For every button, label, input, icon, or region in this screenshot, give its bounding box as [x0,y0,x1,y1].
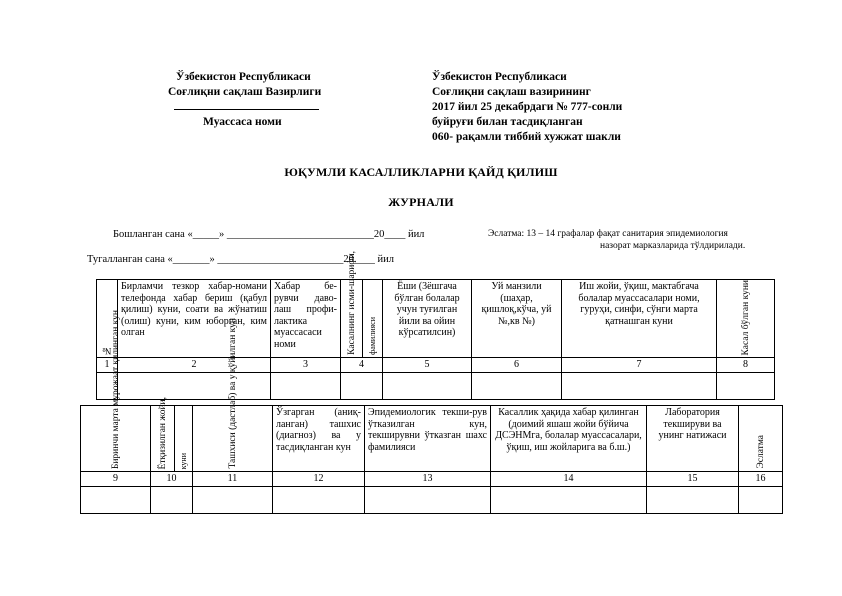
table1-colnum-7: 7 [562,358,717,373]
table1-colnum-3: 3 [271,358,341,373]
note-line-2: назорат марказларида тўлдирилади. [600,241,746,251]
table2-colnum-13: 13 [365,472,491,487]
table2-colnum-15: 15 [647,472,739,487]
table2-colnum-10: 10 [151,472,193,487]
table1-colnum-8: 8 [717,358,775,373]
table2-colnum-14: 14 [491,472,647,487]
table2-cell[interactable] [365,486,491,513]
header-left-country: Ўзбекистон Республикаси [176,71,311,83]
table1-cell[interactable] [271,372,341,399]
document-subtitle: ЖУРНАЛИ [388,195,454,209]
table1-header-patient-name: Касалнинг исми-шарифи, [341,280,363,358]
table2-header-notification: Касаллик ҳақида хабар қилинган (доимий яшаш жойи бўйича ДСЭНМга, болалар муассасалари, ўқиш, иш жойларига ва б.ш.) [491,406,647,472]
table1-header-patient-surname: фамилияси [363,280,383,358]
table1-cell[interactable] [717,372,775,399]
institution-label: Муассаса номи [203,116,282,128]
table1-colnum-6: 6 [472,358,562,373]
table1-header-workplace: Иш жойи, ўқиш, мактабгача болалар муассасалари номи, гуруҳи, синфи, сўнги марта қатнашган куни [562,280,717,358]
table1-colnum-1: 1 [97,358,118,373]
table1-colnum-2: 2 [118,358,271,373]
table1-header-institution: Хабар бе-рувчи даво-лаш профи-лактика муассасаси номи [271,280,341,358]
table2-header-row [81,406,783,472]
document-title: ЮҚУМЛИ КАСАЛЛИКЛАРНИ ҚАЙД ҚИЛИШ [284,165,558,179]
table2-header-note: Эслатма [739,406,783,472]
table2-header-initial-diagnosis: Ташхиси (дастлаб) ва у қўйилган кун [193,406,273,472]
table2-header-first-visit: Биринчи марта мурожаат қилинган кун [81,406,151,472]
table1-cell[interactable] [383,372,472,399]
header-right-line-1: Ўзбекистон Республикаси [432,71,567,83]
header-right-line-4: буйруғи билан тасдиқланган [432,116,583,128]
table1-header-age: Ёши (3ёшгача бўлган болалар учун туғилган йили ва ойин кўрсатилсин) [383,280,472,358]
header-right-line-2: Соғлиқни сақлаш вазирининг [432,86,591,98]
table1-header-illness-day: Касал бўлган куни [717,280,775,358]
start-date-field[interactable]: Бошланган сана «_____» ____________________________20____ йил [113,229,425,240]
table1-header-notification: Бирламчи тезкор хабар-номани телефонда хабар бериш (қабул қилиш) куни, соати ва жўнатиш (олиш) куни, ким юборган, ким олган [118,280,271,358]
table2-number-row [81,472,783,487]
table2-cell[interactable] [739,486,783,513]
table1-cell[interactable] [341,372,383,399]
table1-cell[interactable] [562,372,717,399]
table1-entry-row [97,372,775,399]
header-left-ministry: Соғлиқни сақлаш Вазирлиги [168,86,322,98]
table2-colnum-12: 12 [273,472,365,487]
table2-cell[interactable] [193,486,273,513]
table1-colnum-5: 5 [383,358,472,373]
note [488,228,745,252]
table2-cell[interactable] [81,486,151,513]
table2-header-epidemiological-check: Эпидемиологик текши-рув ўтказилган кун, текширувни ўтказган шахс фамилияси [365,406,491,472]
note-line-1: Эслатма: 13 – 14 графалар фақат санитария эпидемиология [488,229,728,239]
institution-name-line[interactable] [174,109,319,110]
table2-header-hospital-day: куни [175,406,193,472]
table1-cell[interactable] [118,372,271,399]
table2-header-changed-diagnosis: Ўзгарган (аниқ-ланган) ташхис (диагноз) ва у тасдиқланган кун [273,406,365,472]
table2-cell[interactable] [273,486,365,513]
table1-colnum-4: 4 [341,358,383,373]
table2-colnum-16: 16 [739,472,783,487]
table2-header-lab-test: Лаборатория текшируви ва унинг натижаси [647,406,739,472]
table2-entry-row [81,486,783,513]
table2-colnum-9: 9 [81,472,151,487]
table2-cell[interactable] [647,486,739,513]
table1-header-address: Уй манзили (шаҳар, қишлоқ,кўча, уй №,кв №) [472,280,562,358]
table2-colnum-11: 11 [193,472,273,487]
table2-cell[interactable] [491,486,647,513]
header-right-line-3: 2017 йил 25 декабрдаги № 777-сонли [432,101,623,113]
header-right-line-5: 060- рақамли тиббий хужжат шакли [432,131,621,143]
table1-header-row [97,280,775,358]
table2-cell[interactable] [151,486,193,513]
table1-number-row [97,358,775,373]
table1-header-number: № [97,280,118,358]
table2-header-hospital: Ётқизилган жойи, [151,406,175,472]
end-date-field[interactable]: Тугалланган сана «_______» ________________________20____ йил [87,254,395,265]
table1-cell[interactable] [472,372,562,399]
